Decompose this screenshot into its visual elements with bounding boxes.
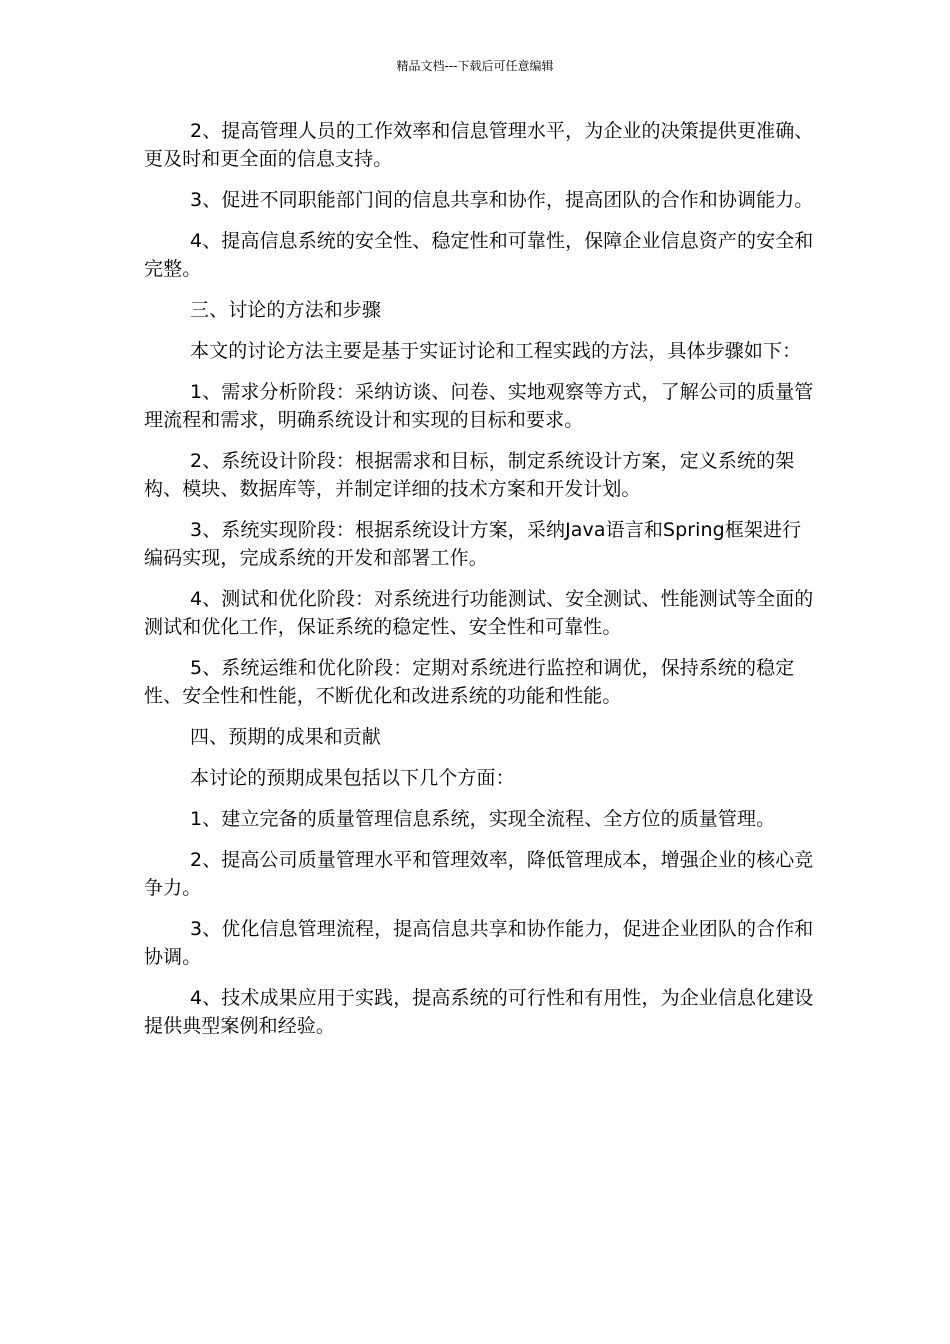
paragraph-step-1: 1、需求分析阶段：采纳访谈、问卷、实地观察等方式，了解公司的质量管理流程和需求，明确系统设计和实现的目标和要求。 (144, 381, 814, 431)
paragraph-outcome-2: 2、提高公司质量管理水平和管理效率，降低管理成本，增强企业的核心竞争力。 (144, 849, 814, 899)
paragraph-step-5: 5、系统运维和优化阶段：定期对系统进行监控和调优，保持系统的稳定性、安全性和性能，不断优化和改进系统的功能和性能。 (144, 657, 795, 707)
paragraph-outcome-3: 3、优化信息管理流程，提高信息共享和协作能力，促进企业团队的合作和协调。 (144, 918, 814, 968)
paragraph-goal-4: 4、提高信息系统的安全性、稳定性和可靠性，保障企业信息资产的安全和完整。 (144, 230, 814, 280)
paragraph-step-2: 2、系统设计阶段：根据需求和目标，制定系统设计方案，定义系统的架构、模块、数据库等，并制定详细的技术方案和开发计划。 (144, 450, 795, 500)
paragraph-outcome-4: 4、技术成果应用于实践，提高系统的可行性和有用性，为企业信息化建设提供典型案例和经验。 (144, 987, 814, 1037)
paragraph-methods-intro: 本文的讨论方法主要是基于实证讨论和工程实践的方法，具体步骤如下： (190, 340, 802, 362)
paragraph-goal-2: 2、提高管理人员的工作效率和信息管理水平，为企业的决策提供更准确、更及时和更全面的信息支持。 (144, 120, 814, 170)
section-heading-methods: 三、讨论的方法和步骤 (190, 299, 382, 321)
document-body (144, 117, 814, 1053)
paragraph-outcome-1: 1、建立完备的质量管理信息系统，实现全流程、全方位的质量管理。 (190, 808, 776, 830)
page-header: 精品文档---下载后可任意编辑 (396, 59, 554, 73)
paragraph-outcomes-intro: 本讨论的预期成果包括以下几个方面： (190, 767, 515, 789)
paragraph-step-3: 3、系统实现阶段：根据系统设计方案，采纳Java语言和Spring框架进行编码实现，完成系统的开发和部署工作。 (144, 519, 802, 569)
paragraph-step-4: 4、测试和优化阶段：对系统进行功能测试、安全测试、性能测试等全面的测试和优化工作，保证系统的稳定性、安全性和可靠性。 (144, 588, 814, 638)
section-heading-outcomes: 四、预期的成果和贡献 (190, 726, 382, 748)
paragraph-goal-3: 3、促进不同职能部门间的信息共享和协作，提高团队的合作和协调能力。 (190, 189, 814, 211)
